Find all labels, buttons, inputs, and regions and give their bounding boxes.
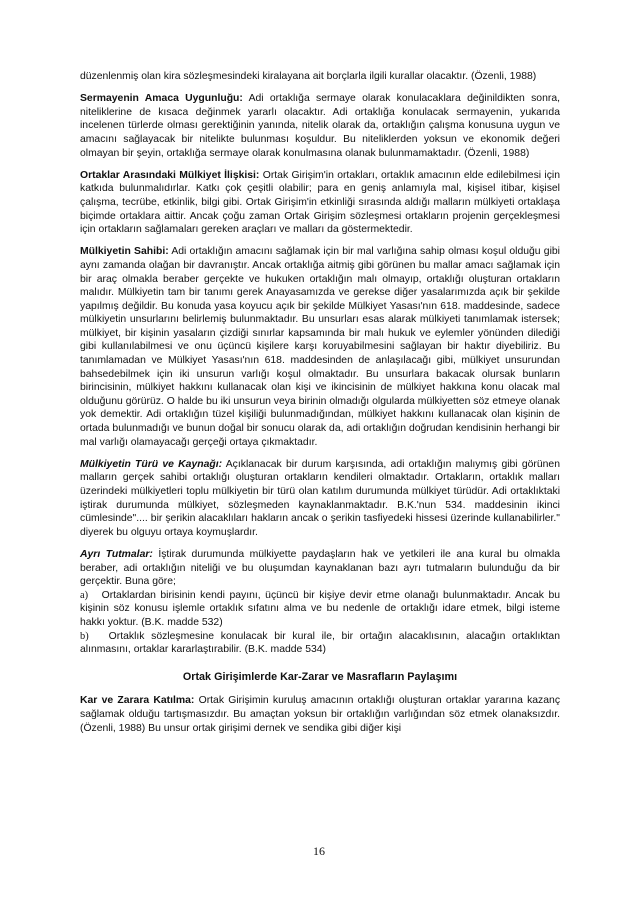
paragraph-lead: Mülkiyetin Sahibi:	[80, 246, 169, 258]
paragraph-ownership-relation	[80, 169, 560, 237]
paragraph-lead: Ayrı Tutmalar:	[80, 548, 153, 560]
list-item-text: Ortaklık sözleşmesine konulacak bir kural ile, bir ortağın alacaklısının, alacağın ortaklıktan alınmasını, ortaklar kararlaştırabilir. (B.K. madde 534)	[80, 630, 560, 656]
paragraph-ownership-type	[80, 458, 560, 540]
paragraph-text: Açıklanacak bir durum karşısında, adi ortaklığın malıymış gibi görünen malların gerçek sahibi ortaklığı oluşturan ortakların kendileri olmaktadır. Ortakların, ortaklık malları üzerindeki mülkiyetleri toplu mülkiyetin bir türü olan katılım durumunda mülkiyet türüdür. Adi ortaklıktaki iştirak durumunda mülkiyet, sözleşmeden kaynaklanmaktadır. B.K.'nun 534. maddesinin ikinci cümlesinde".... bir şerikin alacaklıları hakların ancak o şerikin tasfiyedeki hissesi üzerinde kullanabilirler." diyerek bu olguyu ortaya koymuşlardır.	[80, 458, 560, 538]
document-page	[80, 70, 560, 744]
paragraph-text: Adi ortaklığa sermaye olarak konulacaklara değinildikten sonra, niteliklerine de kısaca değinmek yararlı olacaktır. Adi ortaklığa konulacak sermayenin, yukarıda incelenen türlerde olması gerektiğinin yanında, nitelik olarak da, ortaklığın çalışma konusuna uygun ve amacını sağlayacak bir nitelikte bulunması koşuldur. Bu niteliklerden yoksun ve ekonomik değeri olmayan bir şeyin, ortaklığa sermaye olarak konulmasına olanak bulunmamaktadır. (Özenli, 1988)	[80, 93, 560, 159]
list-item-label: b)	[80, 630, 89, 642]
paragraph-text: düzenlenmiş olan kira sözleşmesindeki kiralayana ait borçlarla ilgili kurallar olacaktır. (Özenli, 1988)	[80, 71, 537, 82]
paragraph-lead: Sermayenin Amaca Uygunluğu:	[80, 93, 243, 105]
paragraph-text: Adi ortaklığın amacını sağlamak için bir mal varlığına sahip olması koşul olduğu gibi aynı zamanda olağan bir davranıştır. Ancak ortaklığa aitmiş gibi görünen bu mallar amacı sağlamak için bir araç olmakla beraber gerçekte ve hukuken ortaklığın malı olmayıp, ortaklığı oluşturan ortakların malıdır. Mülkiyetin tam bir tanımı gerek Anayasamızda ve gerekse diğer yasalarımızda açık bir şekilde yapılmış değildir. Bu konuda yasa koyucu açık bir şekilde Mülkiyet Yasası'nın 618. maddesinde, sadece mülkiyetin unsurlarını belirlemiş bulunmaktadır. Bu unsurları esas alarak mülkiyeti tanımlamak istersek; mülkiyet, bir kişinin yasaların çizdiği sınırlar kapsamında bir malı hukuk ve eylemler yönünden dilediği gibi kullanılabilmesi ve onu üçüncü kişilere karşı koruyabilmesini sağlayan bir haktır diyebiliriz. Bu tanımlamadan ve Mülkiyet Yasası'nın 618. maddesinden de anlaşılacağı gibi, mülkiyet unsurundan bahsedebilmek için iki unsurun varlığı koşul olmaktadır. Bu unsurlara bakacak olursak bunların birincisinin, mülkiyet hakkını kullanacak olan kişi ve ikincisinin de mülkiyet hakkına konu olacak mal olduğunu görürüz. O halde bu iki unsurun veya birinin olmadığı olgularda mülkiyetten söz etmeye olanak yok demektir. Adi ortaklığın tüzel kişiliği bulunmadığından, mülkiyet hakkını kullanacak olan kişinin de ortada bulunmadığı ve bunun doğal bir sonucu olarak da, adi ortaklığın doğrudan kendisinin herhangi bir mal varlığı olamayacağı gerçeği ortaya çıkmaktadır.	[80, 246, 560, 448]
paragraph-lead: Kar ve Zarara Katılma:	[80, 695, 195, 707]
paragraph-exceptions	[80, 548, 560, 589]
paragraph-lead: Ortaklar Arasındaki Mülkiyet İlişkisi:	[80, 169, 260, 181]
list-item-b	[80, 630, 560, 657]
paragraph-text: Ortak Girişim'in ortakları, ortaklık amacının elde edilebilmesi için katkıda bulunmalıdırlar. Katkı çok çeşitli olabilir; para en geniş anlamıyla mal, kişisel itibar, kişisel çalışma, tecrübe, etkinlik, bilgi gibi. Ortak Girişim'in etkinliği sırasında aldığı malların mülkiyeti ortaklaşa biçimde ortaklara aittir. Ancak çoğu zaman Ortak Girişim sözleşmesi ortakların projenin gerçekleşmesi için ortakların sağlamaları gereken araçları ve malları da göstermektedir.	[80, 169, 561, 236]
paragraph-capital-suitability	[80, 92, 560, 160]
paragraph-text: Ortak Girişimin kuruluş amacının ortaklığı oluşturan ortaklar yararına kazanç sağlamak olduğu tartışmasızdır. Bu amaçtan yoksun bir ortaklığın varlığından söz etmek olanaksızdır. (Özenli, 1988) Bu unsur ortak girişimi dernek ve sendika gibi diğer kişi	[80, 695, 561, 734]
list-item-text: Ortaklardan birisinin kendi payını, üçüncü bir kişiye devir etme olanağı bulunmaktadır. Ancak bu kişinin söz konusu işlemle ortaklık sıfatını alma ve bu nedenle de ortaklığı idare etmek, bilgi isteme hakkı yoktur. (B.K. madde 532)	[80, 589, 560, 628]
list-item-a	[80, 589, 560, 630]
paragraph-text: İştirak durumunda mülkiyette paydaşların hak ve yetkileri ile ana kural bu olmakla beraber, adi ortaklığın niteliği ve bu oluşumdan kaynaklanan bazı ayrı tutmaların bulunduğu da bir gerçektir. Buna göre;	[80, 548, 560, 588]
page-number: 16	[313, 844, 325, 858]
section-heading: Ortak Girişimlerde Kar-Zarar ve Masrafların Paylaşımı	[182, 670, 458, 683]
list-item-label: a)	[80, 589, 89, 601]
paragraph-intro	[80, 70, 560, 84]
paragraph-lead: Mülkiyetin Türü ve Kaynağı:	[80, 458, 223, 470]
paragraph-profit-loss	[80, 694, 560, 735]
paragraph-ownership-holder	[80, 245, 560, 449]
